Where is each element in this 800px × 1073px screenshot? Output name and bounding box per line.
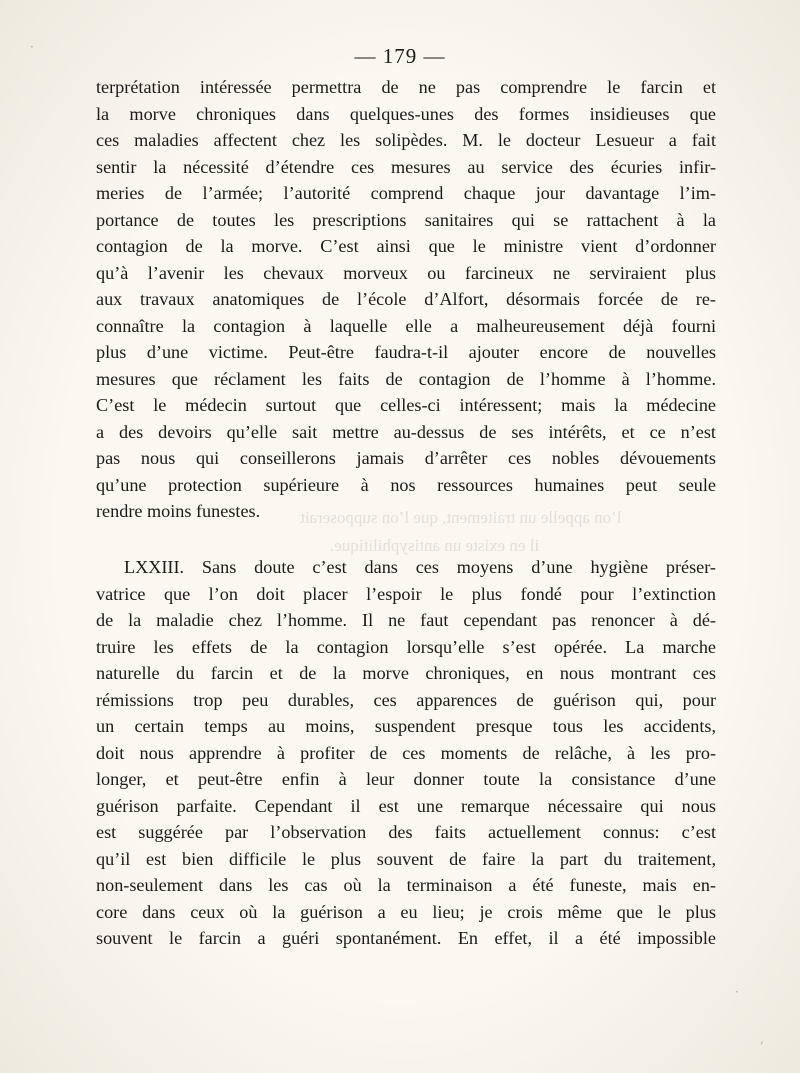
text-line: portance de toutes les prescriptions sanitaires qui se rattachent à la <box>96 209 716 230</box>
text-line: sentir la nécessité d’étendre ces mesures au service des écuries infir- <box>96 156 716 177</box>
paragraph-lxxiii <box>96 554 716 952</box>
text-line: qu’une protection supérieure à nos ressources humaines peut seule <box>96 474 716 495</box>
scan-speck: · <box>30 40 34 54</box>
scan-speck: , <box>760 1032 764 1046</box>
text-line: aux travaux anatomiques de l’école d’Alfort, désormais forcée de re- <box>96 289 716 309</box>
text-line: non-seulement dans les cas où la terminaison a été funeste, mais en- <box>96 875 716 895</box>
text-line: la morve chroniques dans quelques-unes des formes insidieuses que <box>96 103 716 124</box>
text-line: LXXIII. Sans doute c’est dans ces moyens d’une hygiène préser- <box>124 557 716 577</box>
text-line: guérison parfaite. Cependant il est une remarque nécessaire qui nous <box>96 795 716 816</box>
text-line: ces maladies affectent chez les solipèdes. M. le docteur Lesueur a fait <box>96 130 716 150</box>
text-line: contagion de la morve. C’est ainsi que le ministre vient d’ordonner <box>96 236 716 256</box>
text-line: C’est le médecin surtout que celles-ci intéressent; mais la médecine <box>96 395 716 415</box>
text-line: core dans ceux où la guérison a eu lieu; je crois même que le plus <box>96 901 716 922</box>
text-line: un certain temps au moins, suspendent presque tous les accidents, <box>96 716 716 736</box>
text-line: meries de l’armée; l’autorité comprend chaque jour davantage l’im- <box>96 183 716 203</box>
scan-speck: · <box>735 985 739 999</box>
text-line: longer, et peut-être enfin à leur donner toute la consistance d’une <box>96 769 716 789</box>
text-line: qu’il est bien difficile le plus souvent de faire la part du traitement, <box>96 848 716 869</box>
text-line: rémissions trop peu durables, ces apparences de guérison qui, pour <box>96 689 716 710</box>
text-line: terprétation intéressée permettra de ne pas comprendre le farcin et <box>96 77 716 97</box>
text-line: souvent le farcin a guéri spontanément. En effet, il a été impossible <box>96 928 716 948</box>
text-line: a des devoirs qu’elle sait mettre au-dessus de ses intérêts, et ce n’est <box>96 421 716 442</box>
text-line: doit nous apprendre à profiter de ces moments de relâche, à les pro- <box>96 742 716 763</box>
text-line: de la maladie chez l’homme. Il ne faut cependant pas renoncer à dé- <box>96 610 716 630</box>
text-line: pas nous qui conseillerons jamais d’arrêter ces nobles dévouements <box>96 448 716 468</box>
text-line: connaître la contagion à laquelle elle a malheureusement déjà fourni <box>96 315 716 336</box>
show-through-text: il en existe un antisyphilitique. <box>330 536 540 555</box>
text-line: mesures que réclament les faits de contagion de l’homme à l’homme. <box>96 368 716 389</box>
text-line: naturelle du farcin et de la morve chroniques, en nous montrant ces <box>96 663 716 683</box>
text-line: est suggérée par l’observation des faits actuellement connus: c’est <box>96 822 716 842</box>
paragraph-continuation <box>96 74 716 525</box>
page-number: — 179 — <box>354 44 446 68</box>
text-line: rendre moins funestes. <box>96 501 261 521</box>
text-line: vatrice que l’on doit placer l’espoir le plus fondé pour l’extinction <box>96 583 716 604</box>
text-line: truire les effets de la contagion lorsqu’elle s’est opérée. La marche <box>96 636 716 657</box>
text-line: plus d’une victime. Peut-être faudra-t-il ajouter encore de nouvelles <box>96 342 716 362</box>
show-through-text: l’on appelle un traitement, que l’on supposerait <box>300 508 622 527</box>
text-line: qu’à l’avenir les chevaux morveux ou farcineux ne serviraient plus <box>96 262 716 283</box>
